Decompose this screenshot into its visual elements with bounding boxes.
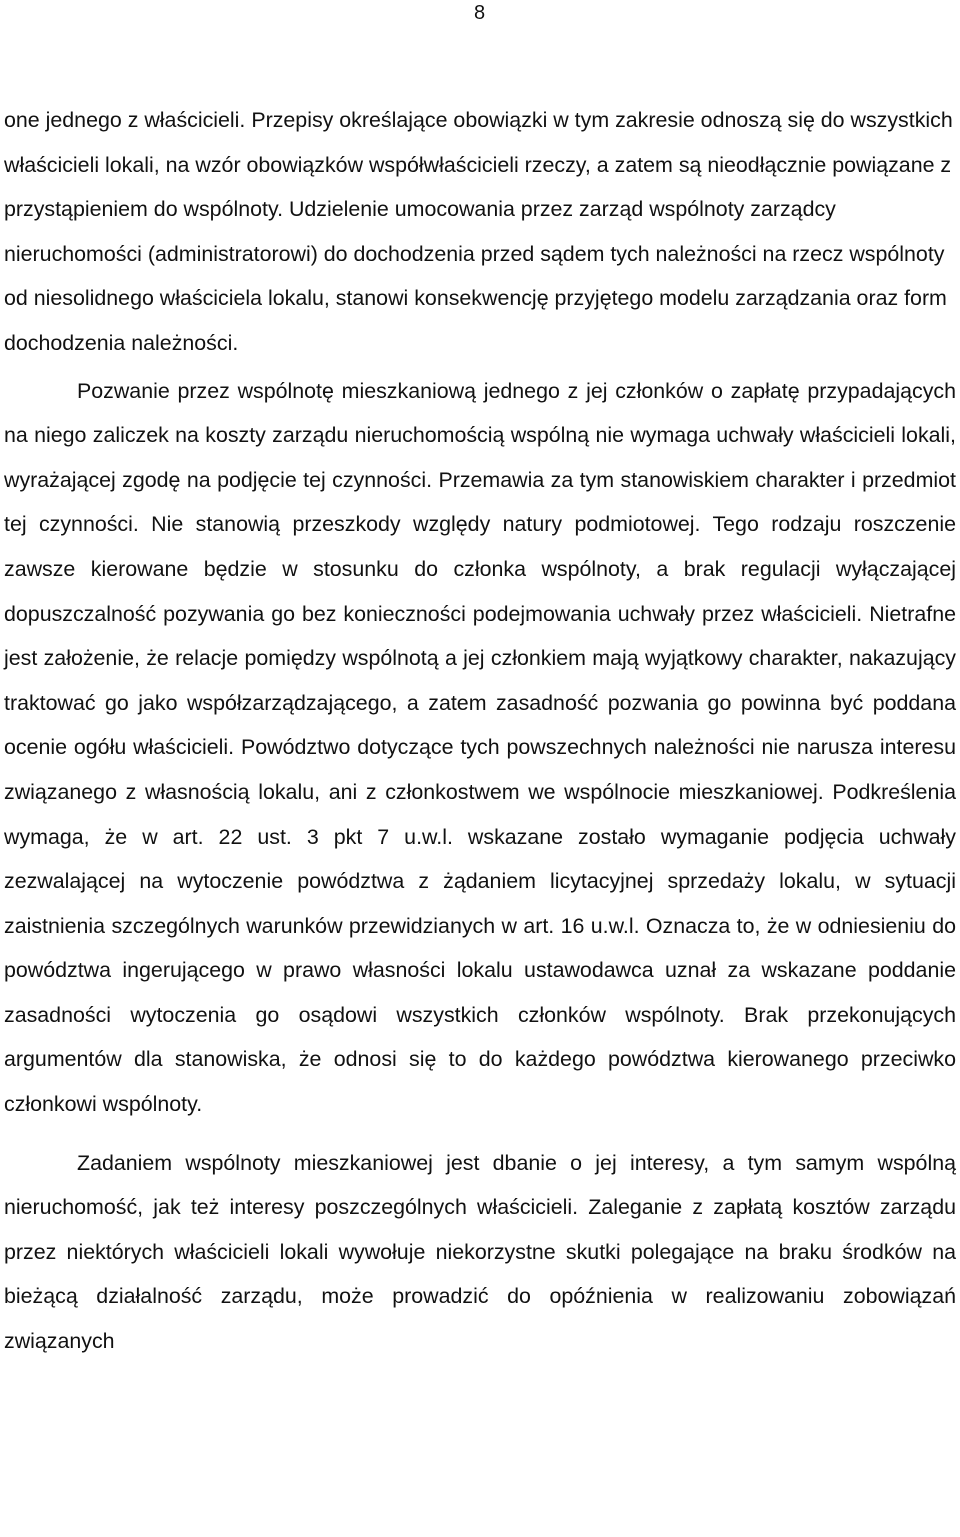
document-body [4, 98, 956, 1364]
paragraph-continuation: one jednego z właścicieli. Przepisy określające obowiązki w tym zakresie odnoszą się do wszystkich właścicieli lokali, na wzór obowiązków współwłaścicieli rzeczy, a zatem są nieodłącznie powiązane z przystąpieniem do wspólnoty. Udzielenie umocowania przez zarząd wspólnoty zarządcy nieruchomości (administratorowi) do dochodzenia przed sądem tych należności na rzecz wspólnoty od niesolidnego właściciela lokalu, stanowi konsekwencję przyjętego modelu zarządzania oraz form dochodzenia należności. [4, 108, 953, 355]
page-number: 8 [474, 2, 486, 24]
paragraph-lawsuit-without-resolution: Pozwanie przez wspólnotę mieszkaniową jednego z jej członków o zapłatę przypadających na niego zaliczek na koszty zarządu nieruchomością wspólną nie wymaga uchwały właścicieli lokali, wyrażającej zgodę na podjęcie tej czynności. Przemawia za tym stanowiskiem charakter i przedmiot tej czynności. Nie stanowią przeszkody względy natury podmiotowej. Tego rodzaju roszczenie zawsze kierowane będzie w stosunku do członka wspólnoty, a brak regulacji wyłączającej dopuszczalność pozywania go bez konieczności podejmowania uchwały przez właścicieli. Nietrafne jest założenie, że relacje pomiędzy wspólnotą a jej członkiem mają wyjątkowy charakter, nakazujący traktować go jako współzarządzającego, a zatem zasadność pozwania go powinna być poddana ocenie ogółu właścicieli. Powództwo dotyczące tych powszechnych należności nie narusza interesu związanego z własnością lokalu, ani z członkostwem we wspólnocie mieszkaniowej. Podkreślenia wymaga, że w art. 22 ust. 3 pkt 7 u.w.l. wskazane zostało wymaganie podjęcia uchwały zezwalającej na wytoczenie powództwa z żądaniem licytacyjnej sprzedaży lokalu, w sytuacji zaistnienia szczególnych warunków przewidzianych w art. 16 u.w.l. Oznacza to, że w odniesieniu do powództwa ingerującego w prawo własności lokalu ustawodawca uznał za wskazane poddanie zasadności wytoczenia go osądowi wszystkich członków wspólnoty. Brak przekonujących argumentów dla stanowiska, że odnosi się to do każdego powództwa kierowanego przeciwko członkowi wspólnoty. [4, 378, 956, 1117]
paragraph-community-task: Zadaniem wspólnoty mieszkaniowej jest dbanie o jej interesy, a tym samym wspólną nieruchomość, jak też interesy poszczególnych właścicieli. Zaleganie z zapłatą kosztów zarządu przez niektórych właścicieli lokali wywołuje niekorzystne skutki polegające na braku środków na bieżącą działalność zarządu, może prowadzić do opóźnienia w realizowaniu zobowiązań związanych [4, 1150, 956, 1354]
